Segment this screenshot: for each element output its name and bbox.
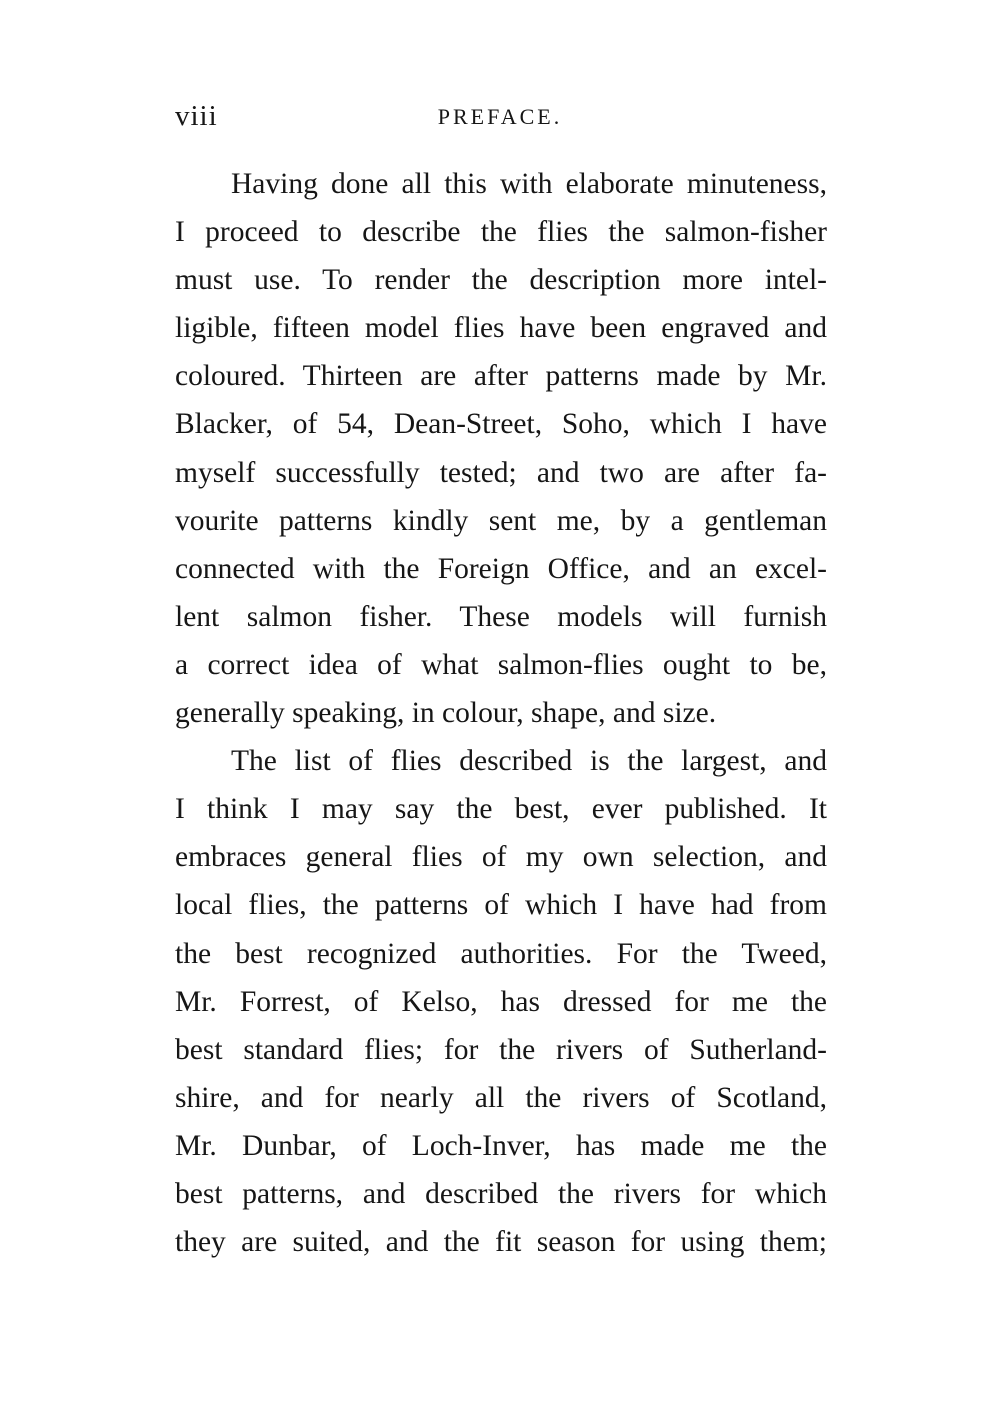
text-line: lent salmon fisher. These models will furnish: [175, 600, 827, 633]
text-line: I think I may say the best, ever published. It: [175, 793, 827, 826]
text-line: best patterns, and described the rivers for which: [175, 1177, 827, 1210]
text-line: a correct idea of what salmon-flies ought to be,: [175, 648, 827, 681]
text-line: myself successfully tested; and two are after fa-: [175, 456, 827, 489]
text-line: ligible, fifteen model flies have been engraved and: [175, 312, 827, 345]
text-line: vourite patterns kindly sent me, by a gentleman: [175, 504, 827, 537]
text-line: generally speaking, in colour, shape, and size.: [175, 697, 717, 730]
text-line: Having done all this with elaborate minuteness,: [231, 168, 827, 200]
text-line: must use. To render the description more intel-: [175, 264, 827, 297]
text-line: connected with the Foreign Office, and an excel-: [175, 552, 827, 585]
text-line: coloured. Thirteen are after patterns made by Mr.: [175, 360, 827, 393]
text-line: local flies, the patterns of which I have had from: [175, 889, 827, 922]
running-head: PREFACE.: [437, 104, 563, 129]
text-line: Blacker, of 54, Dean-Street, Soho, which I have: [175, 408, 827, 441]
text-line: shire, and for nearly all the rivers of Scotland,: [175, 1081, 827, 1114]
text-line: I proceed to describe the flies the salmon-fisher: [175, 216, 827, 249]
text-line: The list of flies described is the largest, and: [231, 745, 827, 778]
text-line: best standard flies; for the rivers of Sutherland-: [175, 1033, 827, 1066]
text-line: embraces general flies of my own selection, and: [175, 841, 827, 874]
text-line: Mr. Forrest, of Kelso, has dressed for me the: [175, 985, 827, 1018]
text-line: Mr. Dunbar, of Loch-Inver, has made me the: [175, 1129, 827, 1162]
body-text: [175, 160, 827, 1266]
text-line: the best recognized authorities. For the Tweed,: [175, 937, 827, 970]
page-number: viii: [175, 100, 218, 132]
text-line: they are suited, and the fit season for using them;: [175, 1226, 827, 1259]
